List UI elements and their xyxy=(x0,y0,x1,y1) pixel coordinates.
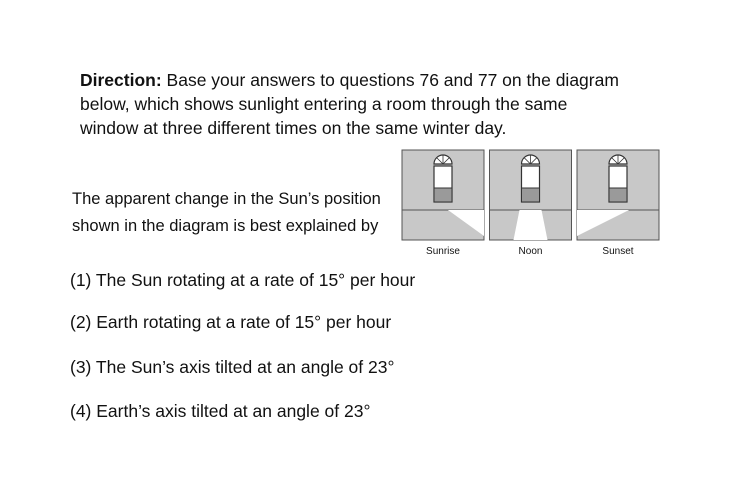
question-stem xyxy=(72,186,402,240)
choice-3[interactable]: (3) The Sun’s axis tilted at an angle of 23° xyxy=(70,357,395,377)
question-line-1: The apparent change in the Sun’s position xyxy=(72,190,381,208)
question-line-2: shown in the diagram is best explained by xyxy=(72,217,379,235)
panel-sunset xyxy=(577,150,659,240)
direction-paragraph xyxy=(80,68,680,140)
window-sill xyxy=(609,188,627,202)
panel-noon xyxy=(490,150,572,240)
diagram-panels xyxy=(402,150,659,257)
window-sill xyxy=(522,188,540,202)
direction-text-1: Base your answers to questions 76 and 77 on the diagram xyxy=(161,70,619,90)
panel-label-sunrise: Sunrise xyxy=(426,246,460,257)
panel-sunrise xyxy=(402,150,484,240)
direction-line-3: window at three different times on the same winter day. xyxy=(80,118,507,138)
window-sill xyxy=(434,188,452,202)
panel-label-noon: Noon xyxy=(518,246,543,257)
direction-line-1 xyxy=(80,68,680,92)
sunlight-diagram xyxy=(399,148,661,260)
direction-lead: Direction: xyxy=(80,70,162,90)
choice-2[interactable]: (2) Earth rotating at a rate of 15° per hour xyxy=(70,312,392,332)
panel-label-sunset: Sunset xyxy=(602,246,634,257)
choice-4[interactable]: (4) Earth’s axis tilted at an angle of 23° xyxy=(70,401,371,421)
choice-1[interactable]: (1) The Sun rotating at a rate of 15° per hour xyxy=(70,270,416,290)
direction-line-2: below, which shows sunlight entering a room through the same xyxy=(80,94,568,114)
